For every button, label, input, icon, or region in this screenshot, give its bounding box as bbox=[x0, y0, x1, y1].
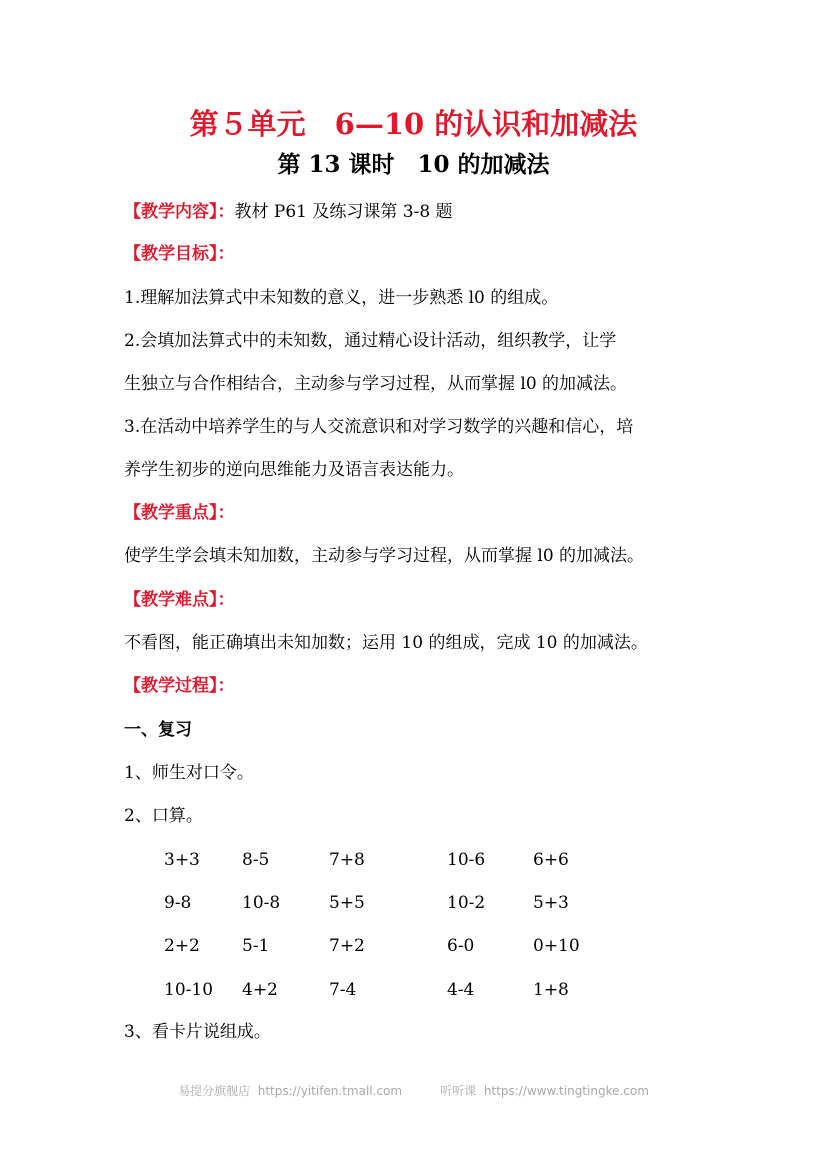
drill-item: 5+5 bbox=[329, 893, 365, 913]
content-row bbox=[124, 199, 453, 225]
step-3: 3、看卡片说组成。 bbox=[124, 1022, 271, 1042]
objective-line: 生独立与合作相结合，主动参与学习过程，从而掌握 l0 的加减法。 bbox=[124, 374, 628, 394]
drill-item: 4-4 bbox=[447, 980, 475, 1000]
drill-item: 10-6 bbox=[447, 850, 486, 870]
drill-item: 6+6 bbox=[533, 850, 569, 870]
footer-left-link[interactable]: 易提分旗舰店 https://yitifen.tmall.com bbox=[178, 1084, 403, 1098]
section-review: 一、复习 bbox=[124, 720, 192, 740]
objective-line: 3.在活动中培养学生的与人交流意识和对学习数学的兴趣和信心，培 bbox=[124, 417, 634, 437]
key-points-label: 【教学重点】： bbox=[124, 503, 235, 523]
objective-line: 1.理解加法算式中未知数的意义，进一步熟悉 l0 的组成。 bbox=[124, 288, 559, 308]
drill-item: 5+3 bbox=[533, 893, 569, 913]
footer-watermark bbox=[0, 1082, 827, 1100]
drill-item: 2+2 bbox=[164, 936, 200, 956]
objective-line: 2.会填加法算式中的未知数，通过精心设计活动，组织教学，让学 bbox=[124, 331, 617, 351]
process-label: 【教学过程】： bbox=[124, 676, 235, 696]
drill-item: 10-8 bbox=[242, 893, 281, 913]
drill-item: 6-0 bbox=[447, 936, 475, 956]
difficulties-label: 【教学难点】： bbox=[124, 590, 235, 610]
footer-right-link[interactable]: 听听课 https://www.tingtingke.com bbox=[440, 1084, 649, 1098]
lesson-subtitle: 第 13 课时 10 的加减法 bbox=[277, 151, 550, 178]
difficulties-text: 不看图，能正确填出未知加数；运用 10 的组成，完成 10 的加减法。 bbox=[124, 633, 648, 653]
objectives-label: 【教学目标】： bbox=[124, 244, 235, 264]
content-text: 教材 P61 及练习课第 3-8 题 bbox=[234, 202, 453, 222]
drill-item: 7+8 bbox=[329, 850, 365, 870]
content-label: 【教学内容】： bbox=[124, 202, 235, 222]
drill-item: 10-10 bbox=[164, 980, 214, 1000]
unit-title: 第５单元 6—10 的认识和加减法 bbox=[189, 107, 638, 141]
step-1: 1、师生对口令。 bbox=[124, 763, 254, 783]
drill-item: 3+3 bbox=[164, 850, 200, 870]
step-2: 2、口算。 bbox=[124, 806, 203, 826]
drill-item: 5-1 bbox=[242, 936, 270, 956]
drill-item: 9-8 bbox=[164, 893, 192, 913]
drill-item: 7-4 bbox=[329, 980, 357, 1000]
drill-item: 7+2 bbox=[329, 936, 365, 956]
drill-item: 8-5 bbox=[242, 850, 270, 870]
key-points-text: 使学生学会填未知加数，主动参与学习过程，从而掌握 l0 的加减法。 bbox=[124, 546, 645, 566]
objective-line: 养学生初步的逆向思维能力及语言表达能力。 bbox=[124, 460, 464, 480]
drill-item: 4+2 bbox=[242, 980, 278, 1000]
drill-item: 1+8 bbox=[533, 980, 569, 1000]
drill-item: 0+10 bbox=[533, 936, 580, 956]
drill-item: 10-2 bbox=[447, 893, 486, 913]
